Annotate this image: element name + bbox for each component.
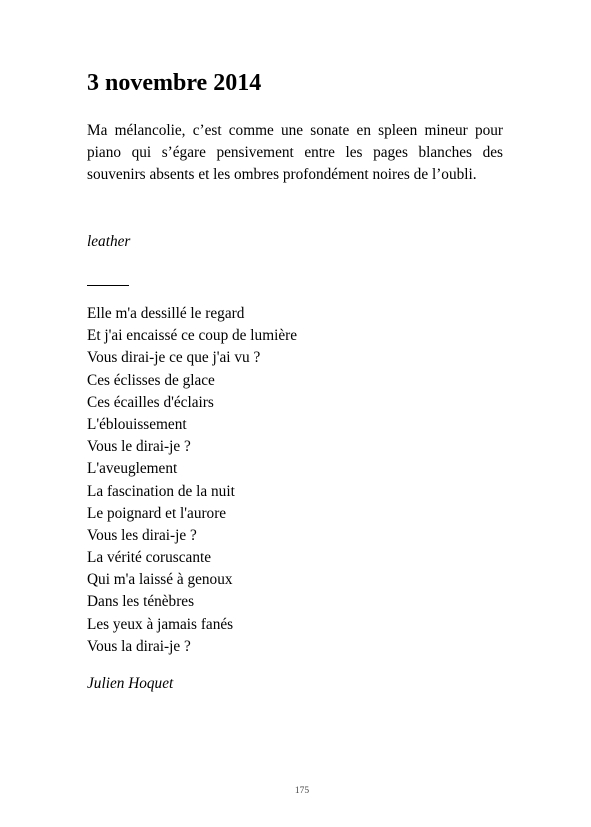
page-number: 175 (294, 786, 310, 796)
poem-line: Et j'ai encaissé ce coup de lumière (87, 327, 298, 345)
poem-line: La fascination de la nuit (87, 482, 235, 500)
poem-line: Elle m'a dessillé le regard (87, 305, 245, 322)
poem-line: La vérité coruscante (87, 549, 212, 567)
poem-line: L'éblouissement (87, 415, 187, 433)
poem-line: Dans les ténèbres (87, 593, 195, 611)
poem-line: Vous dirai-je ce que j'ai vu ? (87, 349, 261, 367)
poem-line: Vous la dirai-je ? (87, 637, 191, 655)
poem-line: Ces écailles d'éclairs (87, 393, 214, 411)
intro-signature: leather (87, 233, 131, 250)
intro-paragraph: Ma mélancolie, c’est comme une sonate en spleen mineur pour piano qui s’égare pensivement entre les pages blanches des souvenirs absents et les ombres profondément noires de l’oubli. (87, 122, 503, 184)
poem-line: Les yeux à jamais fanés (87, 615, 234, 633)
page-title: 3 novembre 2014 (87, 70, 262, 96)
poem-line: Qui m'a laissé à genoux (87, 571, 233, 589)
poem-line: L'aveuglement (87, 460, 178, 478)
poem-line: Le poignard et l'aurore (87, 504, 227, 522)
poem-line: Vous les dirai-je ? (87, 526, 197, 544)
poem (87, 303, 297, 658)
poem-line: Ces éclisses de glace (87, 371, 215, 389)
separator-rule (87, 285, 129, 286)
poem-line: Vous le dirai-je ? (87, 438, 191, 456)
poem-author: Julien Hoquet (87, 675, 174, 692)
